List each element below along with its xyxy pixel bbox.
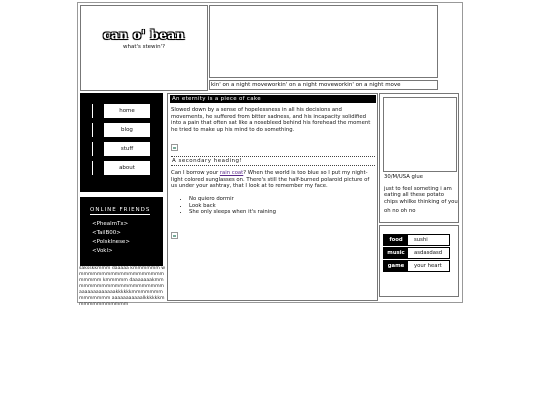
rain-coat-link[interactable]: rain coat bbox=[219, 170, 244, 176]
site-logo[interactable]: can o' bean bbox=[103, 28, 185, 42]
favorite-key: food bbox=[384, 235, 408, 245]
favorite-row bbox=[383, 260, 450, 272]
broken-image-icon bbox=[171, 232, 178, 239]
post-body bbox=[171, 170, 375, 190]
avatar bbox=[383, 97, 457, 172]
post-list bbox=[183, 196, 276, 216]
nav-home-button[interactable]: home bbox=[90, 104, 150, 118]
profile-sidebar bbox=[379, 93, 459, 223]
list-item: • She only sleeps when it's raining bbox=[189, 209, 276, 216]
favorites-panel bbox=[379, 225, 459, 297]
nav-stuff-button[interactable]: stuff bbox=[90, 142, 150, 156]
banner-area bbox=[209, 5, 438, 78]
profile-sign: oh no oh no bbox=[384, 208, 416, 215]
favorite-key: music bbox=[384, 248, 408, 258]
profile-text bbox=[384, 174, 458, 215]
site-header bbox=[80, 5, 208, 91]
favorite-row bbox=[383, 234, 450, 246]
friend-link[interactable]: <Vokl> bbox=[92, 248, 113, 254]
broken-image-icon bbox=[171, 144, 178, 151]
online-friends-title: ONLINE FRIENDS bbox=[90, 207, 151, 213]
nav-menu bbox=[80, 93, 163, 192]
post-text: ? When the world is too blue so I put my night-light colored sunglasses on. There's still the half-burned polaroid picture of us under your ashtray, that I look at to remember my face. bbox=[171, 170, 370, 190]
favorite-key: game bbox=[384, 261, 408, 271]
friend-link[interactable]: <TailB00> bbox=[92, 230, 121, 236]
nav-blog-button[interactable]: blog bbox=[90, 123, 150, 137]
scrolling-text-box[interactable]: saksskkmmm daaaaa kmmmmmm wmmmmmmmmmmmmmmmmmmmmmmmm kmmmmm daaaaaaakmmmmmmmmmmmmmmmmmmmmm aaaaaaaaaaaaakkkkkkmmmmmmmmmmmmmm aaaaaaaaaaalkkkkkkmmmmmmmmmmmm bbox=[79, 266, 166, 307]
favorite-value: sushi bbox=[414, 237, 428, 243]
main-content bbox=[167, 93, 378, 301]
friend-link[interactable]: <PhealmTx> bbox=[92, 221, 129, 227]
favorite-row bbox=[383, 247, 450, 259]
profile-info: 30/M/USA glue bbox=[384, 174, 423, 180]
online-friends-panel bbox=[80, 197, 163, 266]
friend-link[interactable]: <Polsklnese> bbox=[92, 239, 130, 245]
post-title: An eternity is a piece of cake bbox=[170, 95, 376, 103]
post-body: Slowed down by a sense of hopelessness in all his decisions and movements, he suffered from bitter sadness, and his incapacity solidified into a pain that often sat like a nosebleed behind his forehead the moment he tried to make up his mind to do something. bbox=[171, 107, 371, 133]
list-item: • No quiero dormir bbox=[189, 196, 276, 203]
scrolling-marquee: kin' on a night moveworkin' on a night moveworkin' on a night move bbox=[209, 80, 438, 90]
favorite-value: your heart bbox=[414, 263, 442, 269]
profile-blurb: just to feel someting i am eating all these potato chips whilke thinking of you bbox=[384, 185, 458, 205]
favorite-value: asdasdasd bbox=[414, 250, 443, 256]
list-item: • Look back bbox=[189, 203, 276, 210]
secondary-heading: A secondary heading! bbox=[171, 156, 375, 166]
post-text: Can I borrow your bbox=[171, 170, 220, 176]
nav-about-button[interactable]: about bbox=[90, 161, 150, 175]
site-tagline: what's stewin'? bbox=[123, 44, 165, 50]
